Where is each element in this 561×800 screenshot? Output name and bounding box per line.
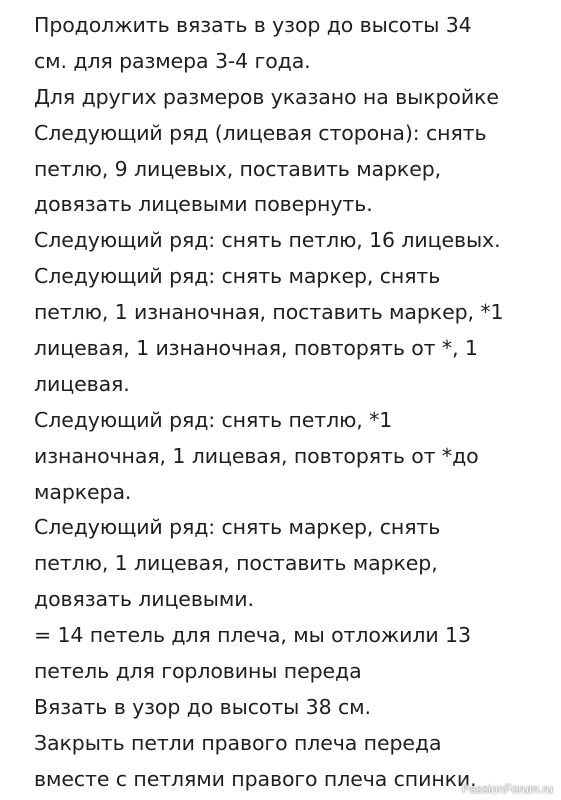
document-body [34, 8, 556, 798]
text-line: петлю, 1 лицевая, поставить маркер, [34, 551, 438, 576]
text-line: вместе с петлями правого плеча спинки. [34, 766, 477, 791]
text-line: довязать лицевыми повернуть. [34, 192, 373, 217]
text-line: петлю, 1 изнаночная, поставить маркер, *1 [34, 300, 504, 325]
text-line: лицевая. [34, 371, 130, 396]
text-line: Следующий ряд: снять маркер, снять [34, 264, 441, 289]
text-line: Продолжить вязать в узор до высоты 34 [34, 13, 472, 37]
text-line: Для других размеров указано на выкройке [34, 84, 499, 109]
text-line: маркера. [34, 479, 132, 504]
text-line: Закрыть петли правого плеча переда [34, 730, 442, 755]
text-line: Вязать в узор до высоты 38 см. [34, 694, 371, 719]
text-line: Следующий ряд (лицевая сторона): снять [34, 120, 487, 145]
text-line: см. для размера 3-4 года. [34, 48, 311, 73]
text-line: = 14 петель для плеча, мы отложили 13 [34, 623, 471, 648]
text-line: петлю, 9 лицевых, поставить маркер, [34, 156, 442, 181]
text-line: Следующий ряд: снять петлю, *1 [34, 407, 393, 432]
text-line: изнаночная, 1 лицевая, повторять от *до [34, 443, 479, 468]
watermark: PassionForum.ru [461, 782, 553, 796]
text-line: лицевая, 1 изнаночная, повторять от *, 1 [34, 336, 478, 361]
text-line: довязать лицевыми. [34, 587, 254, 612]
text-line: Следующий ряд: снять маркер, снять [34, 515, 441, 540]
text-line: петель для горловины переда [34, 659, 362, 684]
text-line: Следующий ряд: снять петлю, 16 лицевых. [34, 228, 501, 253]
